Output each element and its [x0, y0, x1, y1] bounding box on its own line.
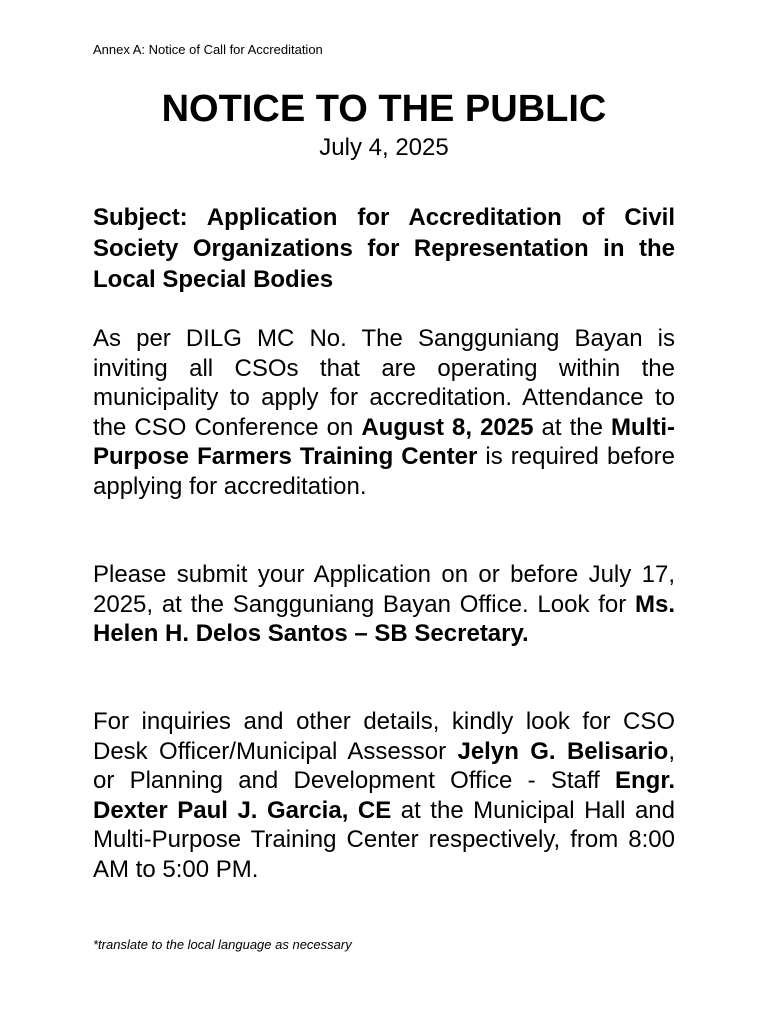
conference-venue: Multi-Purpose Farmers Training Center [93, 413, 675, 470]
subject-line: Subject: Application for Accreditation of Civil Society Organizations for Representation in the Local Special Bodies [93, 204, 675, 293]
paragraph-submission [93, 560, 675, 649]
paragraph-invitation-text-3: is required before applying for accreditation. [93, 443, 675, 500]
notice-title: NOTICE TO THE PUBLIC [161, 88, 607, 130]
paragraph-inquiries-text-2: , or Planning and Development Office - Staff [93, 737, 676, 794]
translation-footnote: *translate to the local language as necessary [93, 937, 352, 952]
conference-date: August 8, 2025 [361, 413, 534, 441]
notice-date: July 4, 2025 [319, 134, 449, 161]
cso-desk-officer-name: Jelyn G. Belisario [457, 737, 669, 765]
sb-secretary-name: Ms. Helen H. Delos Santos – SB Secretary. [93, 590, 675, 647]
paragraph-inquiries-text-1: For inquiries and other details, kindly look for CSO Desk Officer/Municipal Assessor [93, 708, 675, 765]
paragraph-invitation-text-1: As per DILG MC No. The Sangguniang Bayan is inviting all CSOs that are operating within the municipality to apply for accreditation. Attendance to the CSO Conference on [93, 325, 675, 441]
annex-label: Annex A: Notice of Call for Accreditation [93, 42, 323, 57]
paragraph-inquiries-text-3: at the Municipal Hall and Multi-Purpose Training Center respectively, from 8:00 AM to 5:00 PM. [93, 796, 675, 883]
paragraph-invitation [93, 324, 675, 501]
planning-staff-name: Engr. Dexter Paul J. Garcia, CE [93, 767, 675, 824]
paragraph-submission-text-1: Please submit your Application on or before July 17, 2025, at the Sangguniang Bayan Office. Look for [93, 561, 675, 618]
paragraph-invitation-text-2: at the [533, 413, 611, 441]
paragraph-inquiries [93, 707, 675, 884]
